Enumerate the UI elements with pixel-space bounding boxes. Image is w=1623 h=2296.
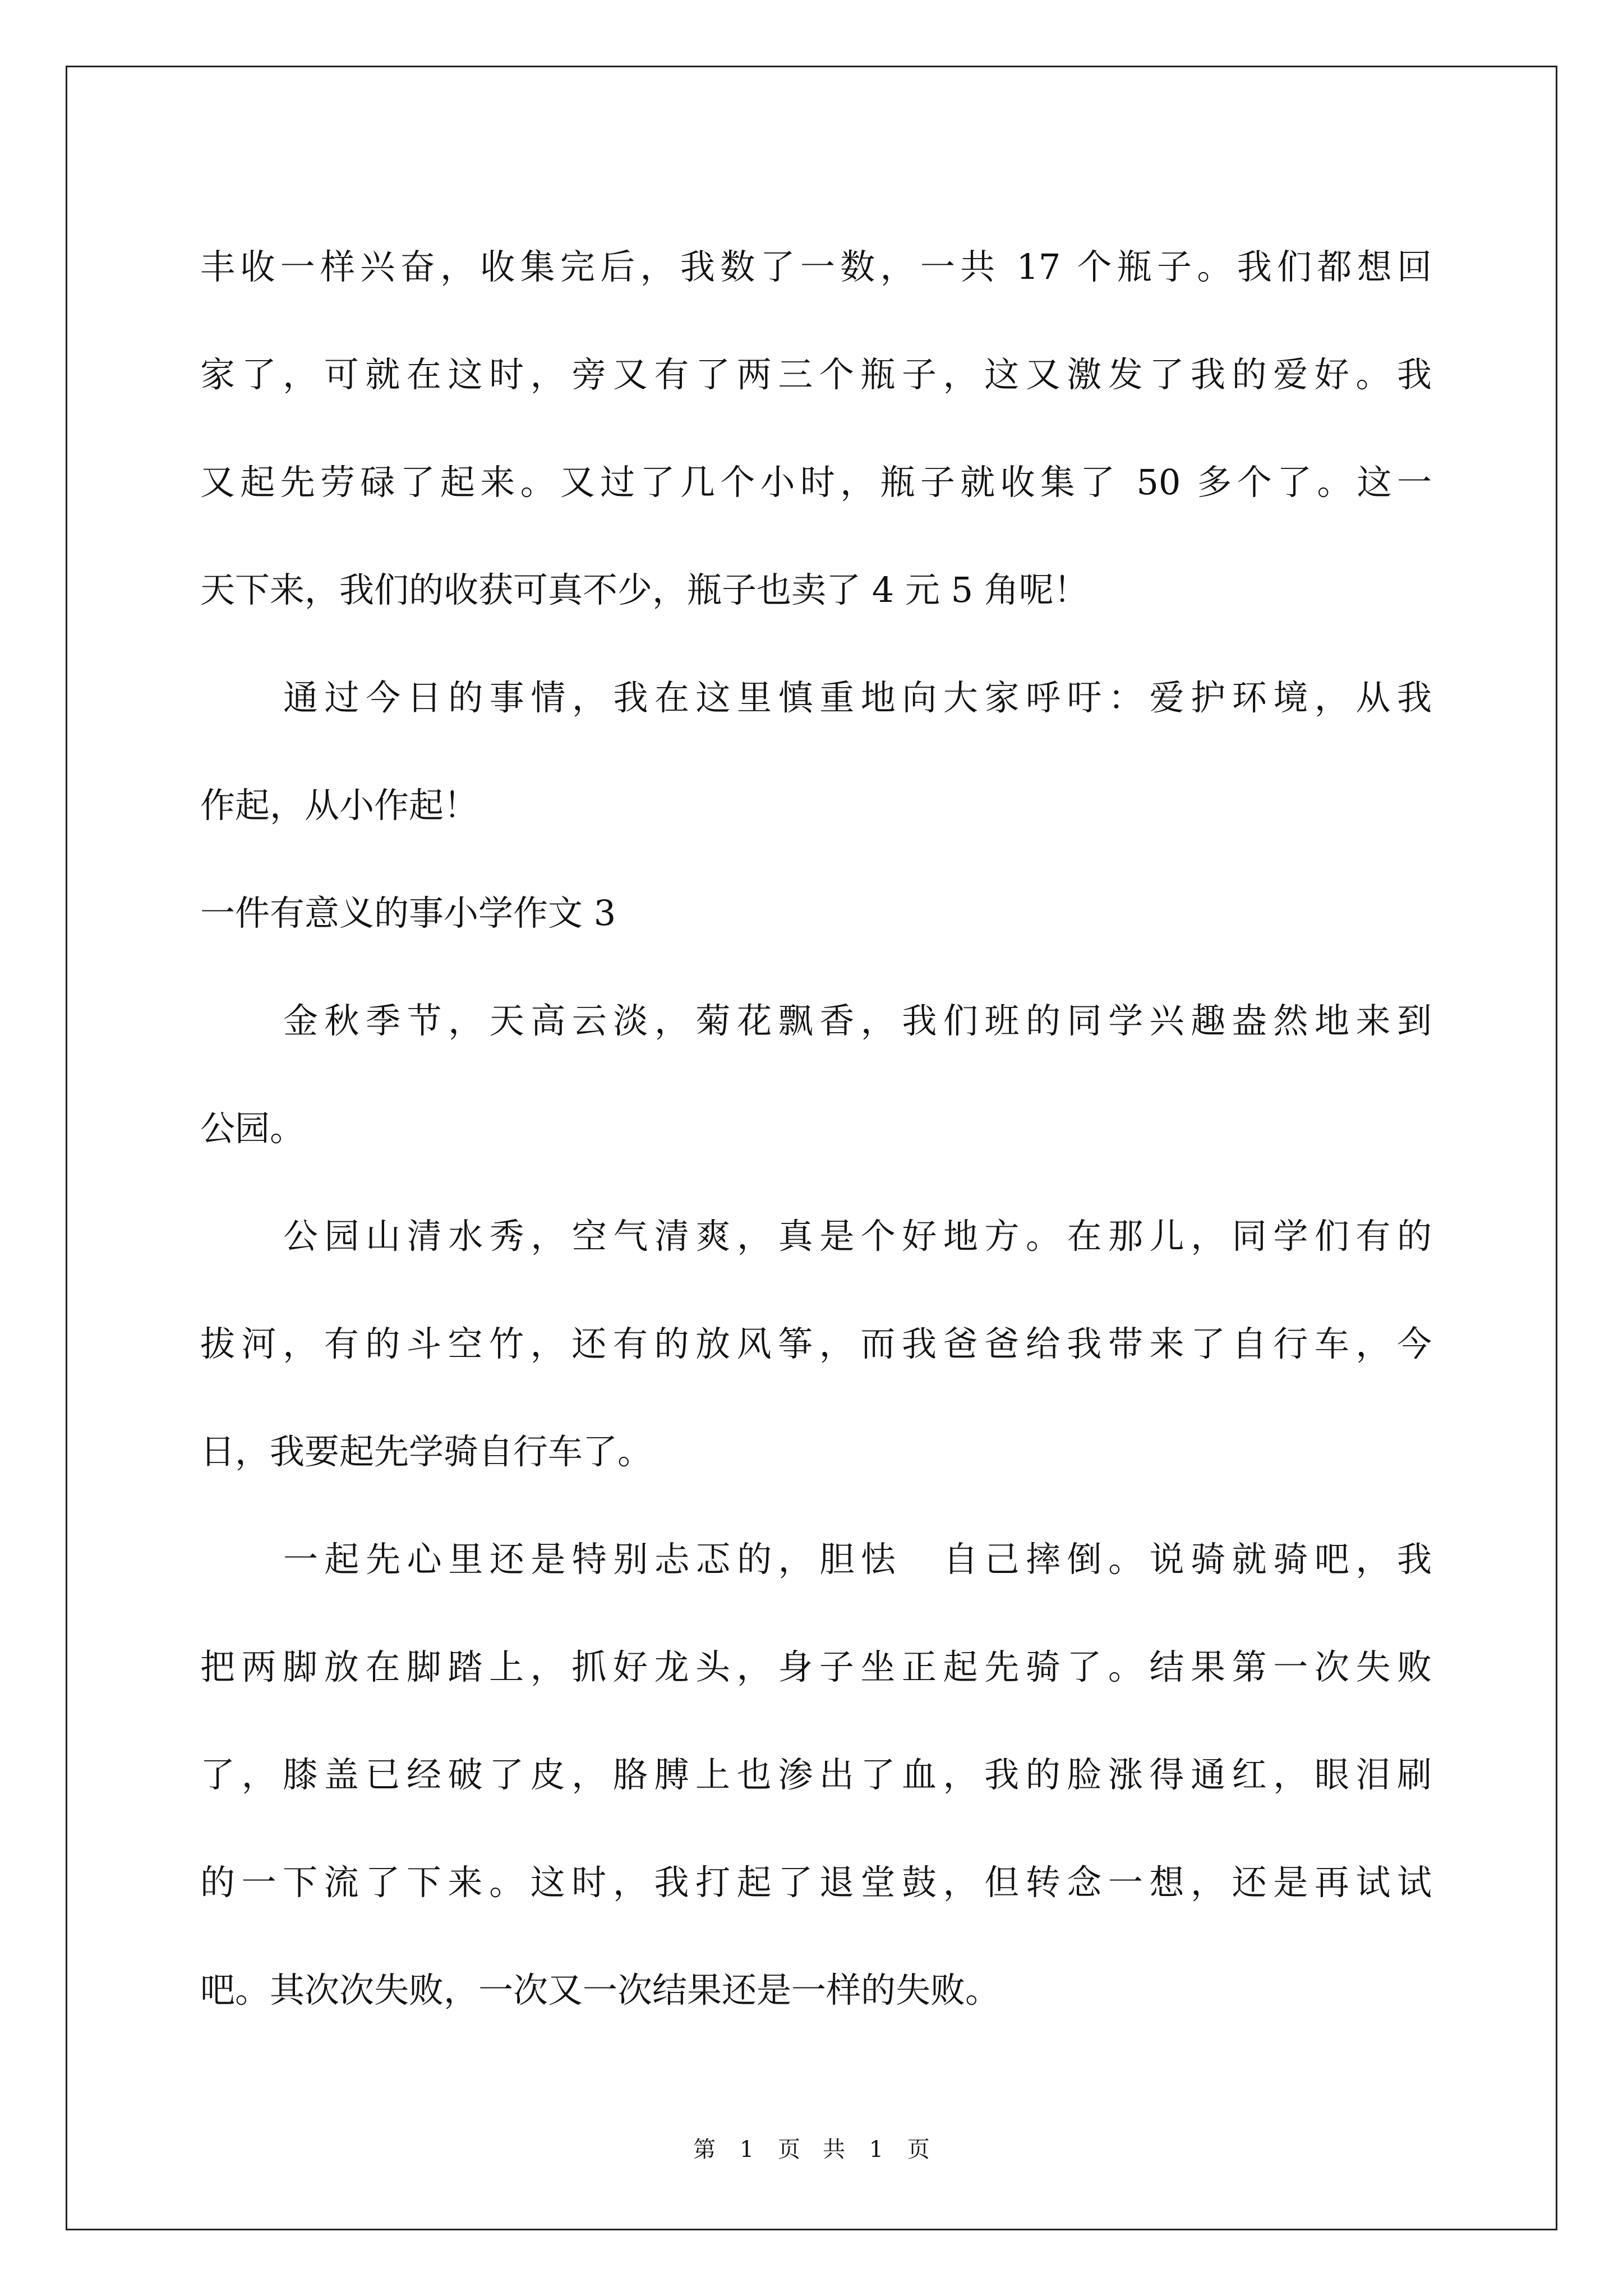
paragraph-line: 公园山清水秀，空气清爽，真是个好地方。在那儿，同学们有的 bbox=[283, 1216, 1432, 1257]
paragraph-line: 公园。 bbox=[200, 1108, 305, 1149]
paragraph-line: 日，我要起先学骑自行车了。 bbox=[200, 1431, 653, 1472]
paragraph-line: 作起，从小作起！ bbox=[200, 785, 479, 826]
paragraph-line: 天下来，我们的收获可真不少，瓶子也卖了 4 元 5 角呢！ bbox=[200, 569, 1089, 610]
paragraph-line: 又起先劳碌了起来。又过了几个小时，瓶子就收集了 50 多个了。这一 bbox=[200, 462, 1432, 503]
paragraph-line: 的一下流了下来。这时，我打起了退堂鼓，但转念一想，还是再试试 bbox=[200, 1862, 1432, 1903]
paragraph-line: 吧。其次次失败，一次又一次结果还是一样的失败。 bbox=[200, 1970, 1000, 2010]
paragraph-line: 一起先心里还是特别忐忑的，胆怯 自己摔倒。说骑就骑吧，我 bbox=[283, 1539, 1432, 1580]
paragraph-line: 家了，可就在这时，旁又有了两三个瓶子，这又激发了我的爱好。我 bbox=[200, 354, 1432, 395]
paragraph-line: 了，膝盖已经破了皮，胳膊上也渗出了血，我的脸涨得通红，眼泪刷 bbox=[200, 1754, 1432, 1795]
paragraph-line: 拔河，有的斗空竹，还有的放风筝，而我爸爸给我带来了自行车，今 bbox=[200, 1323, 1432, 1364]
paragraph-line: 金秋季节，天高云淡，菊花飘香，我们班的同学兴趣盎然地来到 bbox=[283, 1000, 1432, 1041]
paragraph-line: 丰收一样兴奋，收集完后，我数了一数，一共 17 个瓶子。我们都想回 bbox=[200, 246, 1432, 287]
page-number-footer: 第 1 页 共 1 页 bbox=[693, 2137, 930, 2162]
paragraph-line: 把两脚放在脚踏上，抓好龙头，身子坐正起先骑了。结果第一次失败 bbox=[200, 1646, 1432, 1687]
document-body bbox=[200, 213, 1432, 2044]
paragraph-line: 通过今日的事情，我在这里慎重地向大家呼吁：爱护环境，从我 bbox=[283, 677, 1432, 718]
section-title: 一件有意义的事小学作文 3 bbox=[200, 892, 616, 933]
